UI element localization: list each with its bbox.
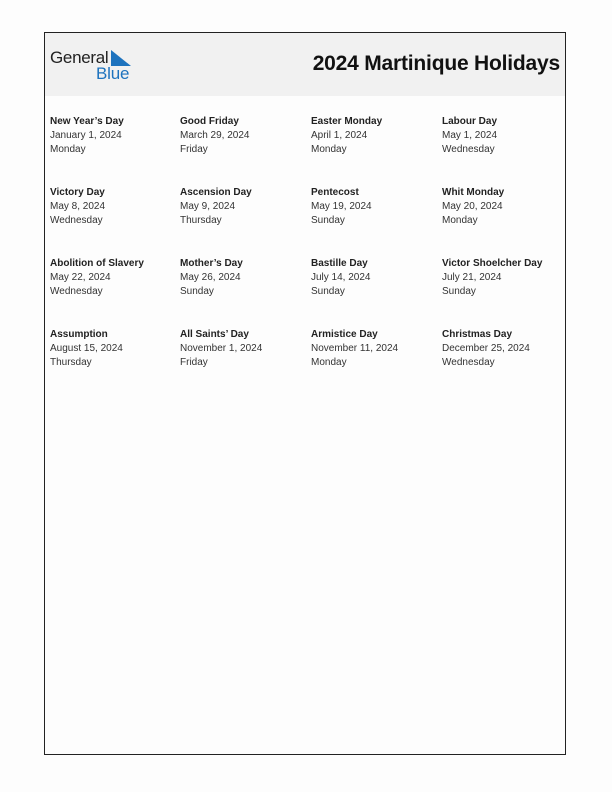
holiday-item [180,257,308,299]
holiday-item [442,257,570,299]
holiday-name: Pentecost [311,187,359,198]
holiday-date: April 1, 2024 [311,130,368,141]
holiday-item [442,115,570,157]
holiday-weekday: Monday [442,215,478,226]
holiday-name: Assumption [50,329,108,340]
holiday-weekday: Sunday [180,286,214,297]
holiday-weekday: Wednesday [442,357,495,368]
holiday-date: May 26, 2024 [180,272,241,283]
holiday-item [50,328,178,370]
holiday-name: New Year’s Day [50,116,124,127]
holiday-name: Bastille Day [311,258,368,269]
holiday-weekday: Wednesday [442,144,495,155]
holiday-date: May 22, 2024 [50,272,111,283]
holiday-date: November 11, 2024 [311,343,399,354]
holiday-date: January 1, 2024 [50,130,122,141]
page-frame [44,32,566,755]
holiday-date: May 8, 2024 [50,201,106,212]
holiday-item [180,186,308,228]
holiday-name: Whit Monday [442,187,505,198]
holiday-item [50,186,178,228]
holiday-date: July 21, 2024 [442,272,502,283]
holiday-name: Christmas Day [442,329,513,340]
holiday-date: December 25, 2024 [442,343,530,354]
holiday-weekday: Wednesday [50,286,103,297]
holiday-name: Victory Day [50,187,105,198]
holiday-item [442,186,570,228]
logo-general-text: General [50,48,109,67]
holiday-date: March 29, 2024 [180,130,250,141]
holiday-weekday: Monday [311,144,347,155]
holiday-date: May 1, 2024 [442,130,498,141]
holiday-weekday: Monday [50,144,86,155]
holiday-name: Easter Monday [311,116,383,127]
holiday-name: Ascension Day [180,187,252,198]
holiday-date: July 14, 2024 [311,272,371,283]
holiday-date: May 9, 2024 [180,201,236,212]
header [45,33,565,96]
holiday-item [311,115,439,157]
holiday-item [311,328,439,370]
holiday-item [180,328,308,370]
holiday-weekday: Wednesday [50,215,103,226]
logo-blue-text: Blue [96,64,130,83]
holiday-date: August 15, 2024 [50,343,123,354]
holiday-weekday: Sunday [311,215,345,226]
holiday-name: Victor Shoelcher Day [442,258,543,269]
holiday-date: May 19, 2024 [311,201,372,212]
holiday-name: Mother’s Day [180,258,243,269]
logo [50,48,140,84]
holiday-item [50,115,178,157]
holiday-date: November 1, 2024 [180,343,263,354]
holiday-item [311,257,439,299]
holiday-name: Armistice Day [311,329,378,340]
holiday-name: All Saints’ Day [180,329,249,340]
holiday-item [442,328,570,370]
holiday-weekday: Thursday [50,357,92,368]
holiday-weekday: Sunday [311,286,345,297]
holiday-weekday: Friday [180,357,208,368]
holiday-name: Labour Day [442,116,498,127]
holiday-name: Good Friday [180,116,239,127]
holiday-item [50,257,178,299]
holiday-weekday: Monday [311,357,347,368]
holiday-weekday: Friday [180,144,208,155]
holiday-weekday: Thursday [180,215,222,226]
holiday-item [311,186,439,228]
holiday-weekday: Sunday [442,286,476,297]
holiday-item [180,115,308,157]
holiday-name: Abolition of Slavery [50,258,144,269]
holiday-date: May 20, 2024 [442,201,503,212]
page-title: 2024 Martinique Holidays [312,52,560,75]
